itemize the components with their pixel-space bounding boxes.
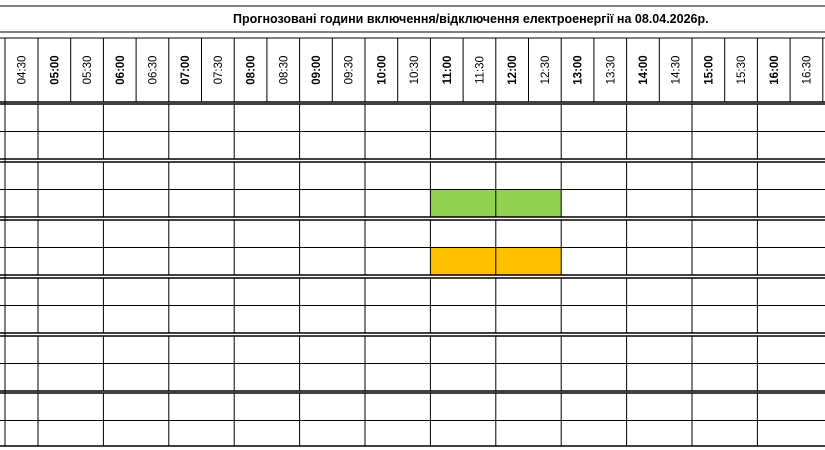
column-label-14-00: 14:00 <box>637 55 650 85</box>
column-label-10-30: 10:30 <box>409 55 422 85</box>
column-label-05-00: 05:00 <box>49 55 62 85</box>
column-label-06-00: 06:00 <box>114 55 127 85</box>
column-label-15-30: 15:30 <box>736 55 749 85</box>
column-label-14-30: 14:30 <box>670 55 683 85</box>
highlight-cell-green <box>430 190 495 218</box>
column-label-07-00: 07:00 <box>180 55 193 85</box>
column-label-13-00: 13:00 <box>572 55 585 85</box>
column-label-10-00: 10:00 <box>376 55 389 85</box>
highlight-cell-green <box>496 190 561 218</box>
column-label-16-30: 16:30 <box>801 55 814 85</box>
column-label-09-00: 09:00 <box>310 55 323 85</box>
column-label-05-30: 05:30 <box>82 55 95 85</box>
column-label-12-30: 12:30 <box>539 55 552 85</box>
column-label-11-30: 11:30 <box>474 56 487 84</box>
column-label-12-00: 12:00 <box>507 55 520 85</box>
column-label-11-00: 11:00 <box>441 55 454 85</box>
column-label-16-00: 16:00 <box>768 55 781 85</box>
column-label-08-30: 08:30 <box>278 55 291 85</box>
column-label-09-30: 09:30 <box>343 55 356 85</box>
schedule-title-text: Прогнозовані години включення/відключення електроенергії на 08.04.2026р. <box>233 12 709 26</box>
highlight-cell-orange <box>430 248 495 276</box>
column-label-13-30: 13:30 <box>605 55 618 85</box>
column-label-07-30: 07:30 <box>212 55 225 85</box>
column-label-08-00: 08:00 <box>245 55 258 85</box>
column-label-06-30: 06:30 <box>147 55 160 85</box>
column-label-04-30: 04:30 <box>16 55 29 85</box>
column-label-15-00: 15:00 <box>703 55 716 85</box>
highlight-cell-orange <box>496 248 561 276</box>
